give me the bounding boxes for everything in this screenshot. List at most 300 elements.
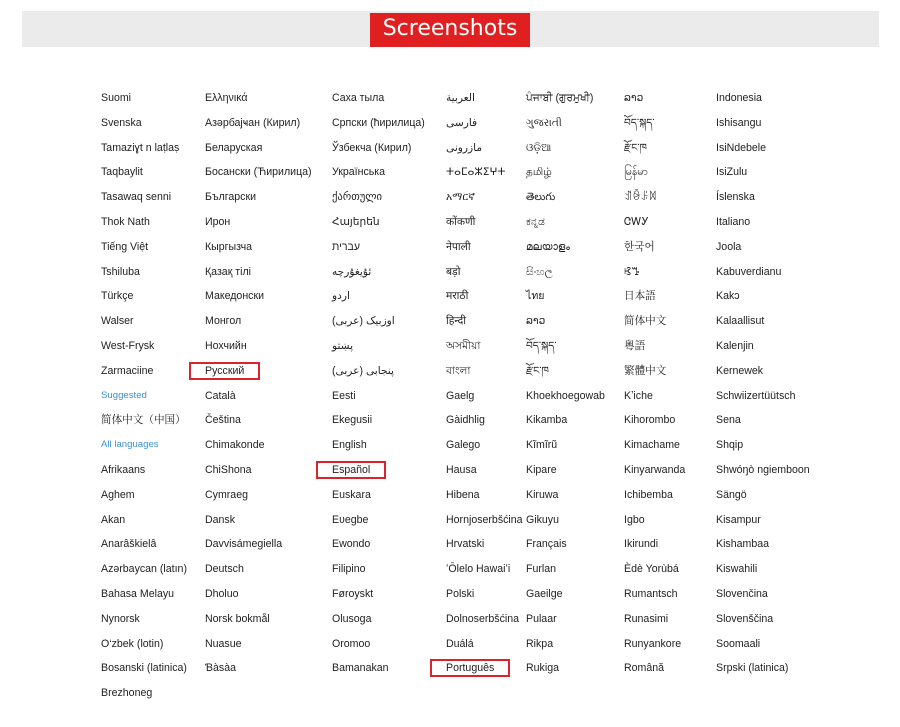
language-label: Svenska <box>101 116 142 129</box>
language-item[interactable] <box>716 86 762 111</box>
language-item[interactable] <box>716 532 769 557</box>
page-title: Screenshots <box>370 13 530 47</box>
language-item[interactable] <box>101 185 171 210</box>
language-label: ئۇيغۇرچە <box>332 265 372 278</box>
language-label: Kĩmĩrũ <box>526 439 558 452</box>
language-item[interactable] <box>446 483 480 508</box>
language-item[interactable] <box>716 185 755 210</box>
language-label: ᏣᎳᎩ <box>624 216 649 228</box>
language-item[interactable] <box>526 235 570 260</box>
language-item[interactable] <box>205 508 235 533</box>
language-label: Suomi <box>101 92 132 104</box>
language-item[interactable] <box>624 656 664 681</box>
language-label: Duálá <box>446 637 474 650</box>
language-item[interactable] <box>624 483 673 508</box>
language-label: Kabuverdianu <box>716 265 782 278</box>
language-label: Chimakonde <box>205 439 265 452</box>
language-item[interactable] <box>716 557 757 582</box>
language-item[interactable] <box>716 309 764 334</box>
language-item[interactable] <box>205 86 248 111</box>
language-label: Қазақ тілі <box>205 265 252 278</box>
language-item[interactable] <box>526 433 557 458</box>
language-label: English <box>332 439 367 452</box>
language-label: Joola <box>716 240 742 253</box>
language-label: བོད་སྐད་ <box>526 340 557 352</box>
language-item[interactable] <box>332 111 425 136</box>
language-label: Akan <box>101 513 126 526</box>
language-label: Hibena <box>446 488 480 501</box>
language-label: Furlan <box>526 563 557 576</box>
language-item[interactable] <box>716 235 741 260</box>
language-item[interactable] <box>205 235 252 260</box>
language-label: ქართული <box>332 191 383 204</box>
language-item[interactable] <box>205 111 300 136</box>
language-item[interactable] <box>716 483 747 508</box>
language-item[interactable] <box>526 582 563 607</box>
language-item[interactable] <box>446 160 506 185</box>
language-item[interactable] <box>101 483 135 508</box>
language-label: Nynorsk <box>101 612 140 625</box>
language-item[interactable] <box>446 260 460 285</box>
language-label: Dolnoserbšćina <box>446 612 520 625</box>
language-item[interactable] <box>716 508 761 533</box>
language-item[interactable] <box>716 359 763 384</box>
language-item[interactable] <box>332 260 371 285</box>
language-item[interactable] <box>624 260 640 285</box>
language-item[interactable] <box>101 557 187 582</box>
language-label: Polski <box>446 588 475 600</box>
language-label: Ichibemba <box>624 488 673 501</box>
language-item[interactable] <box>332 632 370 657</box>
language-item[interactable] <box>526 359 549 384</box>
language-item[interactable] <box>624 632 681 657</box>
language-item[interactable] <box>446 185 475 210</box>
language-item[interactable] <box>332 309 395 334</box>
language-item[interactable] <box>101 607 140 632</box>
language-item[interactable] <box>446 284 468 309</box>
language-item[interactable] <box>332 557 366 582</box>
language-item[interactable] <box>716 582 768 607</box>
language-label: Ирон <box>205 216 231 228</box>
language-item[interactable] <box>205 408 241 433</box>
language-item[interactable] <box>205 359 258 384</box>
language-item[interactable] <box>624 458 685 483</box>
language-label: Pulaar <box>526 612 557 625</box>
language-item[interactable] <box>716 632 760 657</box>
language-label: Українська <box>332 166 386 179</box>
language-item[interactable] <box>332 656 389 681</box>
language-label: ਪੰਜਾਬੀ (ਗੁਰਮੁਖੀ) <box>526 92 594 104</box>
language-item[interactable] <box>446 408 485 433</box>
language-label: Нохчийн <box>205 340 247 352</box>
language-item[interactable] <box>624 582 678 607</box>
language-item[interactable] <box>446 433 480 458</box>
language-label: Català <box>205 389 236 402</box>
language-label: Èdè Yorùbá <box>624 563 679 576</box>
language-item[interactable] <box>205 582 239 607</box>
language-label: कोंकणी <box>446 216 476 228</box>
language-item[interactable] <box>526 508 559 533</box>
language-item[interactable] <box>716 136 766 161</box>
language-item[interactable] <box>526 185 555 210</box>
language-item[interactable] <box>205 334 247 359</box>
language-label: Filipino <box>332 563 366 576</box>
language-label: Galego <box>446 439 481 452</box>
language-label: Igbo <box>624 513 645 526</box>
language-label: Bosanski (latinica) <box>101 662 187 675</box>
language-label: Русский <box>191 364 258 378</box>
language-label: Ikirundi <box>624 538 659 551</box>
language-item[interactable] <box>446 359 471 384</box>
language-item[interactable] <box>205 607 270 632</box>
language-label: Olusoga <box>332 612 372 625</box>
language-label: پنجابی (عربی) <box>332 364 394 377</box>
language-item[interactable] <box>624 508 645 533</box>
language-label: मराठी <box>446 290 469 303</box>
language-label: Hausa <box>446 464 477 476</box>
language-label: Walser <box>101 315 134 328</box>
language-label: Српски (ћирилица) <box>332 116 425 129</box>
language-item[interactable] <box>205 136 262 161</box>
language-item[interactable] <box>526 483 558 508</box>
language-item[interactable] <box>624 334 645 359</box>
language-label: Azərbaycan (latın) <box>101 563 187 576</box>
language-item[interactable] <box>446 557 510 582</box>
language-item[interactable] <box>716 384 795 409</box>
language-item[interactable] <box>101 260 140 285</box>
language-item[interactable] <box>446 607 519 632</box>
language-item[interactable] <box>332 210 380 235</box>
language-item[interactable] <box>716 284 740 309</box>
language-label: Kalaallisut <box>716 315 765 328</box>
language-item[interactable] <box>205 210 230 235</box>
language-item[interactable] <box>205 309 241 334</box>
language-item[interactable] <box>332 433 367 458</box>
language-label: Rikpa <box>526 637 554 650</box>
language-item[interactable] <box>205 656 236 681</box>
language-item[interactable] <box>526 284 545 309</box>
language-label: Ishisangu <box>716 116 762 129</box>
language-item[interactable] <box>624 384 653 409</box>
language-item[interactable] <box>101 458 145 483</box>
language-label: ChiShona <box>205 464 252 476</box>
language-item[interactable] <box>526 86 593 111</box>
language-label: Nuasue <box>205 637 242 650</box>
language-item[interactable] <box>526 309 545 334</box>
language-label: Suggested <box>101 389 147 401</box>
language-item[interactable] <box>446 309 466 334</box>
language-item[interactable] <box>624 532 658 557</box>
language-item[interactable] <box>446 632 474 657</box>
language-item[interactable] <box>446 235 471 260</box>
language-label: Ekegusii <box>332 414 373 427</box>
language-item[interactable] <box>716 210 750 235</box>
language-label: Español <box>318 463 384 477</box>
language-item[interactable] <box>205 160 312 185</box>
language-label: অসমীয়া <box>446 340 481 352</box>
language-label: Zarmaciine <box>101 364 154 377</box>
language-label: Монгол <box>205 315 242 328</box>
language-item[interactable] <box>624 408 675 433</box>
language-item[interactable] <box>205 483 248 508</box>
language-item[interactable] <box>205 433 264 458</box>
language-label: Íslenska <box>716 191 755 204</box>
language-item[interactable] <box>332 483 371 508</box>
language-label: ไทย <box>526 290 545 303</box>
language-label: Tiếng Việt <box>101 240 149 253</box>
language-item[interactable] <box>332 284 350 309</box>
language-label: Босански (Ћирилица) <box>205 166 312 179</box>
language-item[interactable] <box>332 334 353 359</box>
language-item[interactable] <box>716 656 788 681</box>
language-item[interactable] <box>332 532 370 557</box>
language-label: Cymraeg <box>205 488 248 501</box>
language-label: རྫོང་ཁ <box>624 141 647 154</box>
language-label: West-Frysk <box>101 340 155 352</box>
language-item[interactable] <box>101 582 174 607</box>
language-item[interactable] <box>101 408 186 433</box>
language-item[interactable] <box>332 359 394 384</box>
language-item[interactable] <box>332 160 385 185</box>
language-item[interactable] <box>205 557 244 582</box>
language-label: Kalenjin <box>716 340 754 352</box>
language-item[interactable] <box>332 86 384 111</box>
language-label: Brezhoneg <box>101 687 153 700</box>
language-item[interactable] <box>526 557 556 582</box>
language-label: Kiruwa <box>526 488 559 501</box>
language-item[interactable] <box>446 210 475 235</box>
language-item[interactable] <box>205 632 242 657</box>
language-item[interactable] <box>101 532 156 557</box>
language-item[interactable] <box>526 458 557 483</box>
language-label: مازرونی <box>446 141 483 154</box>
language-item[interactable] <box>526 408 567 433</box>
language-item[interactable] <box>101 160 143 185</box>
language-item[interactable] <box>624 359 666 384</box>
language-item[interactable] <box>332 458 384 483</box>
language-label: Kihorombo <box>624 414 676 427</box>
language-item[interactable] <box>526 136 551 161</box>
language-label: Sena <box>716 414 741 427</box>
language-item[interactable] <box>716 260 781 285</box>
language-label: اوزبیک (عربی) <box>332 315 395 328</box>
language-item[interactable] <box>205 532 282 557</box>
language-label: Shqip <box>716 439 744 452</box>
language-item[interactable] <box>624 111 655 136</box>
language-item[interactable] <box>716 607 773 632</box>
language-item[interactable] <box>446 532 484 557</box>
language-item[interactable] <box>332 185 382 210</box>
language-label: Davvisámegiella <box>205 538 283 551</box>
language-label: ꀊꆨꌠꉙ <box>624 191 658 204</box>
language-item[interactable] <box>101 681 152 706</box>
language-item[interactable] <box>716 111 761 136</box>
language-item[interactable] <box>526 532 567 557</box>
language-label: Soomaali <box>716 637 761 650</box>
language-label: Gaelg <box>446 389 475 402</box>
language-label: മലയാളം <box>526 240 570 253</box>
language-item[interactable] <box>101 309 134 334</box>
language-label: Rumantsch <box>624 588 678 600</box>
language-item[interactable] <box>205 384 236 409</box>
language-label: Eesti <box>332 389 356 402</box>
language-label: Kisampur <box>716 513 761 526</box>
language-item[interactable] <box>526 260 553 285</box>
language-item[interactable] <box>624 210 649 235</box>
language-label: Саха тыла <box>332 92 385 104</box>
language-label: Kipare <box>526 464 557 476</box>
language-item[interactable] <box>716 334 754 359</box>
language-item[interactable] <box>526 210 545 235</box>
language-item[interactable] <box>205 458 252 483</box>
language-item[interactable] <box>446 508 523 533</box>
language-item[interactable] <box>101 632 163 657</box>
language-label: Kinyarwanda <box>624 464 686 476</box>
language-item[interactable] <box>624 607 668 632</box>
language-label: Tshiluba <box>101 265 140 278</box>
section-label <box>101 433 159 458</box>
language-item[interactable] <box>526 656 559 681</box>
language-item[interactable] <box>624 309 666 334</box>
language-label: Kʼiche <box>624 389 653 402</box>
language-label: Čeština <box>205 414 241 427</box>
language-label: Français <box>526 538 567 551</box>
language-item[interactable] <box>624 235 655 260</box>
language-label: 繁體中文 <box>624 364 667 377</box>
language-item[interactable] <box>332 235 360 260</box>
language-item[interactable] <box>526 160 552 185</box>
language-item[interactable] <box>526 384 605 409</box>
language-item[interactable] <box>101 656 187 681</box>
language-item[interactable] <box>446 86 475 111</box>
language-label: Rukiga <box>526 662 559 675</box>
language-item[interactable] <box>446 111 477 136</box>
language-label: Dholuo <box>205 588 239 600</box>
language-label: Sängö <box>716 488 747 501</box>
language-item[interactable] <box>624 136 647 161</box>
language-label: Eʋegbe <box>332 513 369 526</box>
language-item[interactable] <box>624 185 657 210</box>
language-item[interactable] <box>526 607 557 632</box>
language-item[interactable] <box>101 235 148 260</box>
language-item[interactable] <box>332 607 371 632</box>
language-item[interactable] <box>526 111 562 136</box>
language-item[interactable] <box>205 185 256 210</box>
language-label: Runyankore <box>624 637 682 650</box>
language-item[interactable] <box>101 86 131 111</box>
language-item[interactable] <box>716 433 743 458</box>
language-item[interactable] <box>101 210 150 235</box>
language-item[interactable] <box>101 136 179 161</box>
language-label: 한국어 <box>624 240 655 253</box>
language-label: ລາວ <box>526 315 546 328</box>
language-label: العربية <box>446 92 475 104</box>
language-item[interactable] <box>526 334 557 359</box>
language-label: Kakɔ <box>716 290 740 303</box>
language-label: Gikuyu <box>526 513 559 526</box>
language-item[interactable] <box>446 334 480 359</box>
language-label: پښتو <box>332 340 354 352</box>
language-label: Hornjoserbšćina <box>446 513 523 526</box>
language-item[interactable] <box>624 433 680 458</box>
language-item[interactable] <box>716 458 810 483</box>
language-item[interactable] <box>101 284 133 309</box>
language-label: ಕನ್ನಡ <box>526 216 545 228</box>
language-label: नेपाली <box>446 240 471 253</box>
language-label: తెలుగు <box>526 191 556 204</box>
language-item[interactable] <box>332 582 373 607</box>
language-label: ລາວ <box>624 92 644 104</box>
language-item[interactable] <box>446 656 508 681</box>
language-label: 日本語 <box>624 290 656 303</box>
language-item[interactable] <box>332 508 368 533</box>
language-label: All languages <box>101 439 159 451</box>
language-item[interactable] <box>101 334 154 359</box>
language-item[interactable] <box>101 359 153 384</box>
language-label: IsiNdebele <box>716 141 767 154</box>
language-label: မြန်မာ <box>624 166 648 179</box>
language-label: Gaeilge <box>526 588 563 600</box>
language-label: Hrvatski <box>446 538 485 551</box>
language-label: बड़ो <box>446 265 461 278</box>
language-label: Oromoo <box>332 637 371 650</box>
language-item[interactable] <box>526 632 553 657</box>
language-label: Srpski (latinica) <box>716 662 789 675</box>
language-label: Ewondo <box>332 538 371 551</box>
language-label: IsiZulu <box>716 166 748 179</box>
language-item[interactable] <box>624 557 679 582</box>
language-label: Slovenščina <box>716 612 774 625</box>
language-label: සිංහල <box>526 265 553 278</box>
language-label: Tamaziɣt n laṭlaṣ <box>101 141 180 154</box>
language-item[interactable] <box>716 160 747 185</box>
language-label: ગુજરાતી <box>526 116 562 129</box>
language-item[interactable] <box>446 458 477 483</box>
language-item[interactable] <box>332 136 411 161</box>
language-label: Кыргызча <box>205 240 253 253</box>
language-label: Khoekhoegowab <box>526 389 605 402</box>
language-label: Shwóŋò ngiemboon <box>716 464 810 476</box>
language-label: 简体中文 <box>624 315 667 328</box>
language-label: Schwiizertüütsch <box>716 389 796 402</box>
language-item[interactable] <box>101 508 125 533</box>
language-label: ⵜⴰⵎⴰⵣⵉⵖⵜ <box>446 166 506 179</box>
language-label: O‘zbek (lotin) <box>101 637 164 650</box>
language-item[interactable] <box>716 408 741 433</box>
language-item[interactable] <box>332 408 372 433</box>
language-item[interactable] <box>101 111 142 136</box>
language-label: Bahasa Melayu <box>101 588 175 600</box>
language-item[interactable] <box>332 384 356 409</box>
language-label: Kishambaa <box>716 538 769 551</box>
language-label: 简体中文（中国） <box>101 414 186 427</box>
language-label: Kernewek <box>716 364 764 377</box>
language-item[interactable] <box>624 160 648 185</box>
language-label: Tasawaq senni <box>101 191 172 204</box>
language-item[interactable] <box>624 86 643 111</box>
language-label: Ўзбекча (Кирил) <box>332 141 412 154</box>
language-item[interactable] <box>205 284 264 309</box>
language-label: Taqbaylit <box>101 166 143 179</box>
language-item[interactable] <box>205 260 251 285</box>
language-label: Afrikaans <box>101 464 146 476</box>
language-item[interactable] <box>446 582 474 607</box>
language-item[interactable] <box>446 384 474 409</box>
language-label: ꕙꔤ <box>624 265 640 278</box>
language-item[interactable] <box>446 136 482 161</box>
language-item[interactable] <box>624 284 656 309</box>
language-label: Հայերեն <box>332 216 380 228</box>
